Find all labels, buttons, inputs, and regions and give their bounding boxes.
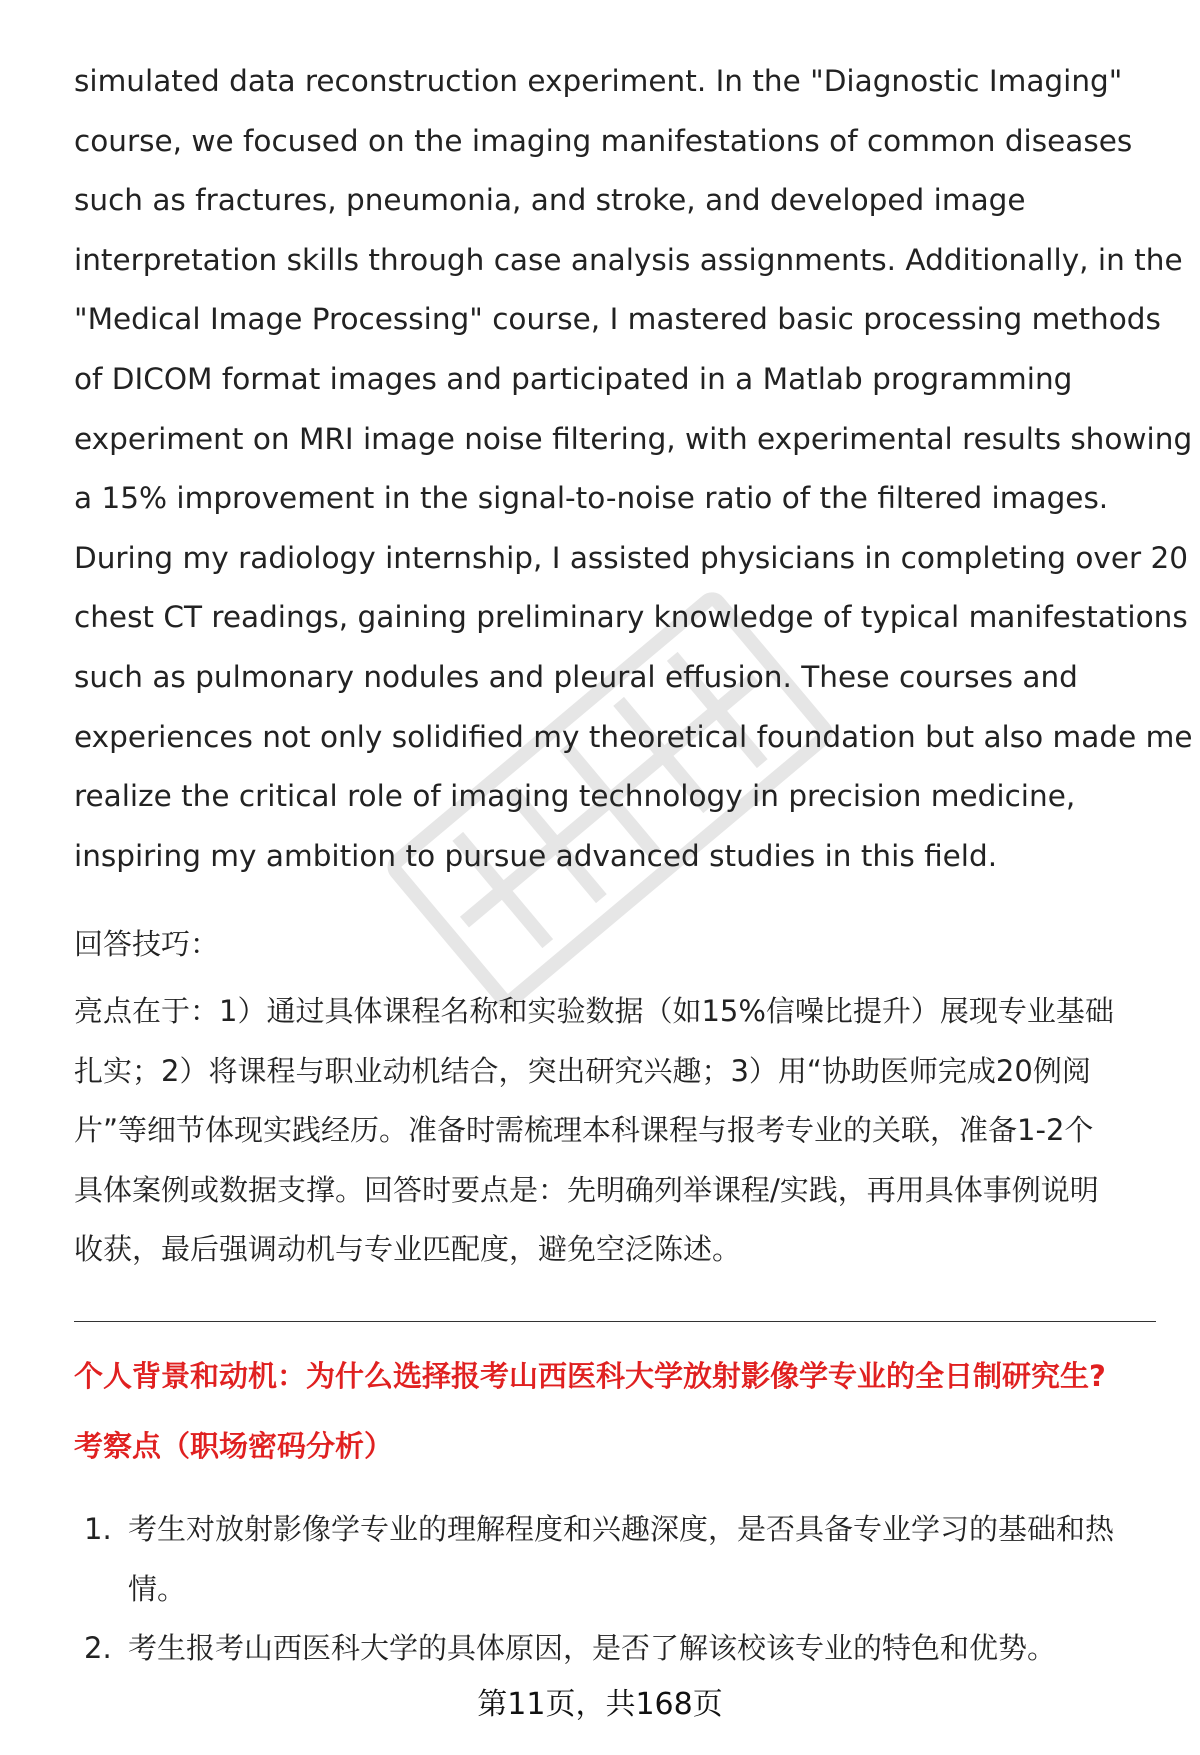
paragraph-line: a 15% improvement in the signal-to-noise ratio of the filtered images.: [74, 481, 1109, 516]
tips-body: [74, 982, 1154, 1280]
paragraph-line: interpretation skills through case analysis assignments. Additionally, in the: [74, 242, 1183, 277]
paragraph-line: experiences not only solidified my theoretical foundation but also made me: [74, 719, 1193, 754]
list-item-line: 考生报考山西医科大学的具体原因，是否了解该校该专业的特色和优势。: [128, 1631, 1057, 1665]
list-item: [74, 1500, 1164, 1619]
list-item-text: [128, 1619, 1164, 1679]
tips-line: 扎实；2）将课程与职业动机结合，突出研究兴趣；3）用“协助医师完成20例阅: [74, 1053, 1091, 1088]
paragraph-line: such as fractures, pneumonia, and stroke, and developed image: [74, 183, 1026, 218]
paragraph-line: of DICOM format images and participated in a Matlab programming: [74, 361, 1073, 396]
assessment-points-list: [74, 1500, 1164, 1679]
list-item-number: 2.: [84, 1631, 112, 1665]
paragraph-line: experiment on MRI image noise filtering, with experimental results showing: [74, 421, 1193, 456]
list-item-line: 情。: [128, 1571, 187, 1606]
tips-line: 亮点在于：1）通过具体课程名称和实验数据（如15%信噪比提升）展现专业基础: [74, 994, 1114, 1028]
english-paragraph: [74, 52, 1193, 886]
tips-label: 回答技巧：: [74, 927, 220, 961]
section-divider: [74, 1321, 1156, 1322]
tips-line: 片”等细节体现实践经历。准备时需梳理本科课程与报考专业的关联，准备1-2个: [74, 1113, 1094, 1147]
paragraph-line: inspiring my ambition to pursue advanced studies in this field.: [74, 838, 998, 873]
page-number-footer: 第11页，共168页: [477, 1687, 723, 1722]
paragraph-line: course, we focused on the imaging manifestations of common diseases: [74, 123, 1133, 158]
paragraph-line: "Medical Image Processing" course, I mastered basic processing methods: [74, 302, 1161, 337]
question-heading: 个人背景和动机：为什么选择报考山西医科大学放射影像学专业的全日制研究生?: [74, 1359, 1106, 1393]
paragraph-line: simulated data reconstruction experiment. In the "Diagnostic Imaging": [74, 64, 1123, 98]
tips-line: 具体案例或数据支撑。回答时要点是：先明确列举课程/实践，再用具体事例说明: [74, 1172, 1099, 1207]
paragraph-line: chest CT readings, gaining preliminary knowledge of typical manifestations: [74, 600, 1188, 635]
paragraph-line: such as pulmonary nodules and pleural effusion. These courses and: [74, 659, 1078, 694]
list-item-number: 1.: [84, 1512, 112, 1546]
paragraph-line: During my radiology internship, I assisted physicians in completing over 20: [74, 540, 1189, 575]
tips-line: 收获，最后强调动机与专业匹配度，避免空泛陈述。: [74, 1232, 742, 1266]
list-item: [74, 1619, 1164, 1679]
list-item-text: [128, 1500, 1164, 1619]
assessment-points-heading: 考察点（职场密码分析）: [74, 1429, 394, 1463]
paragraph-line: realize the critical role of imaging technology in precision medicine,: [74, 779, 1076, 814]
list-item-line: 考生对放射影像学专业的理解程度和兴趣深度，是否具备专业学习的基础和热: [128, 1512, 1115, 1546]
